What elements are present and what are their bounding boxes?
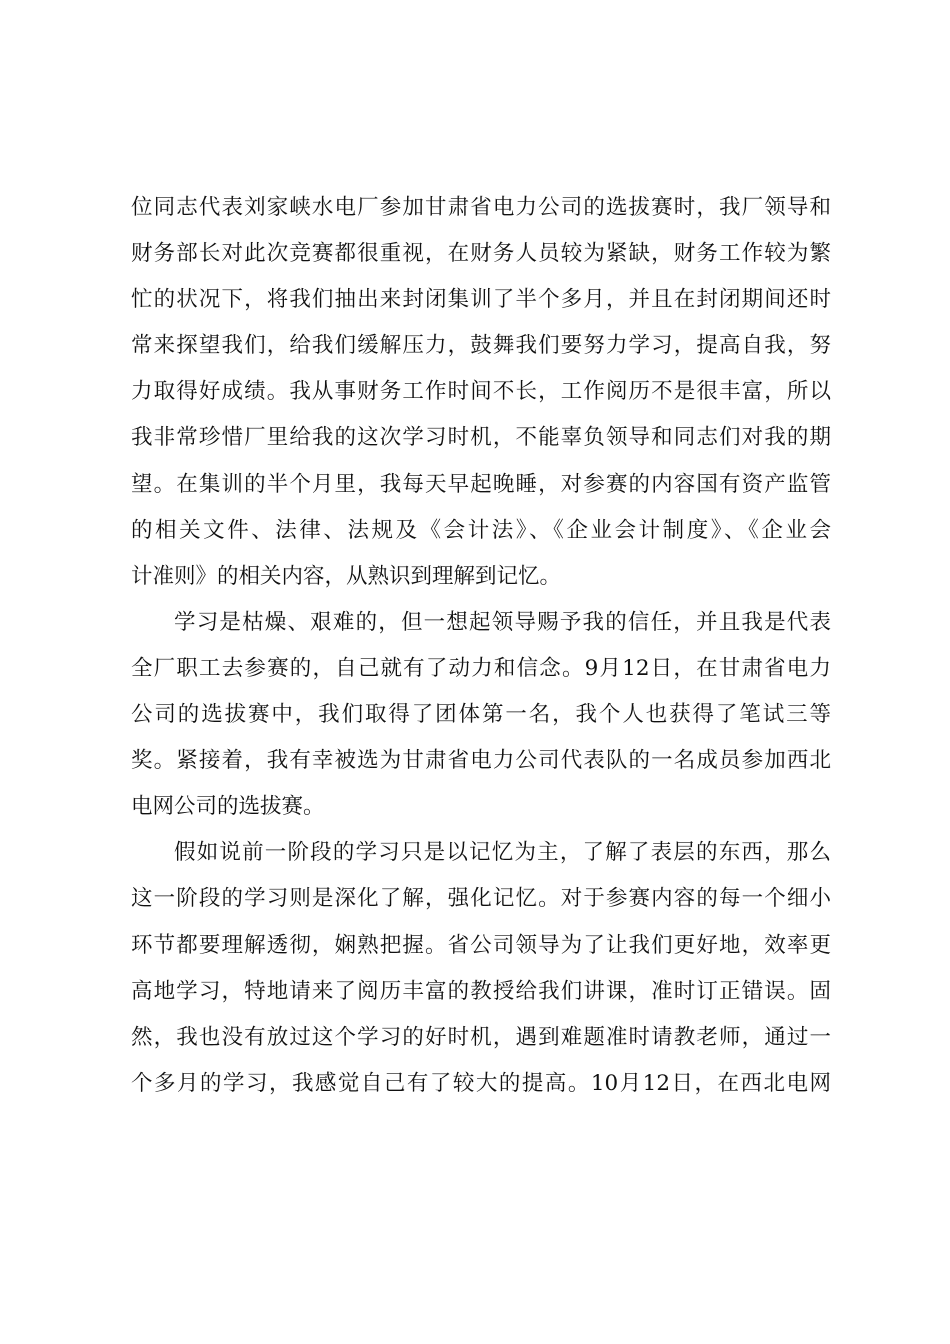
paragraph [131,600,831,830]
paragraph-line: 计准则》的相关内容，从熟识到理解到记忆。 [131,563,562,589]
paragraph-line: 忙的状况下，将我们抽出来封闭集训了半个多月，并且在封闭期间还时 [131,287,831,313]
paragraph-line: 公司的选拔赛中，我们取得了团体第一名，我个人也获得了笔试三等 [131,702,831,728]
paragraph [131,830,831,1107]
paragraph-line: 财务部长对此次竞赛都很重视，在财务人员较为紧缺，财务工作较为繁 [131,241,831,267]
paragraph-line: 力取得好成绩。我从事财务工作时间不长，工作阅历不是很丰富，所以 [131,379,831,405]
paragraph-line: 然，我也没有放过这个学习的好时机，遇到难题准时请教老师，通过一 [131,1024,831,1050]
paragraph-line: 的相关文件、法律、法规及《会计法》、《企业会计制度》、《企业会 [131,517,831,543]
paragraph-line: 电网公司的选拔赛。 [131,794,325,820]
paragraph-line: 奖。紧接着，我有幸被选为甘肃省电力公司代表队的一名成员参加西北 [131,748,831,774]
document-body [131,185,831,1107]
paragraph-line: 个多月的学习，我感觉自己有了较大的提高。10月12日，在西北电网 [131,1070,831,1096]
paragraph-line: 望。在集训的半个月里，我每天早起晚睡，对参赛的内容国有资产监管 [131,471,831,497]
paragraph-line: 这一阶段的学习则是深化了解，强化记忆。对于参赛内容的每一个细小 [131,886,831,912]
paragraph-line: 环节都要理解透彻，娴熟把握。省公司领导为了让我们更好地，效率更 [131,932,831,958]
paragraph-line: 我非常珍惜厂里给我的这次学习时机，不能辜负领导和同志们对我的期 [131,425,831,451]
paragraph-line: 假如说前一阶段的学习只是以记忆为主，了解了表层的东西，那么 [174,840,831,866]
paragraph-line: 学习是枯燥、艰难的，但一想起领导赐予我的信任，并且我是代表 [174,609,831,635]
paragraph-line: 高地学习，特地请来了阅历丰富的教授给我们讲课，准时订正错误。固 [131,978,831,1004]
paragraph-line: 位同志代表刘家峡水电厂参加甘肃省电力公司的选拔赛时，我厂领导和 [131,195,831,220]
paragraph [131,185,831,600]
paragraph-line: 全厂职工去参赛的，自己就有了动力和信念。9月12日，在甘肃省电力 [131,655,831,681]
paragraph-line: 常来探望我们，给我们缓解压力，鼓舞我们要努力学习，提高自我，努 [131,333,831,359]
